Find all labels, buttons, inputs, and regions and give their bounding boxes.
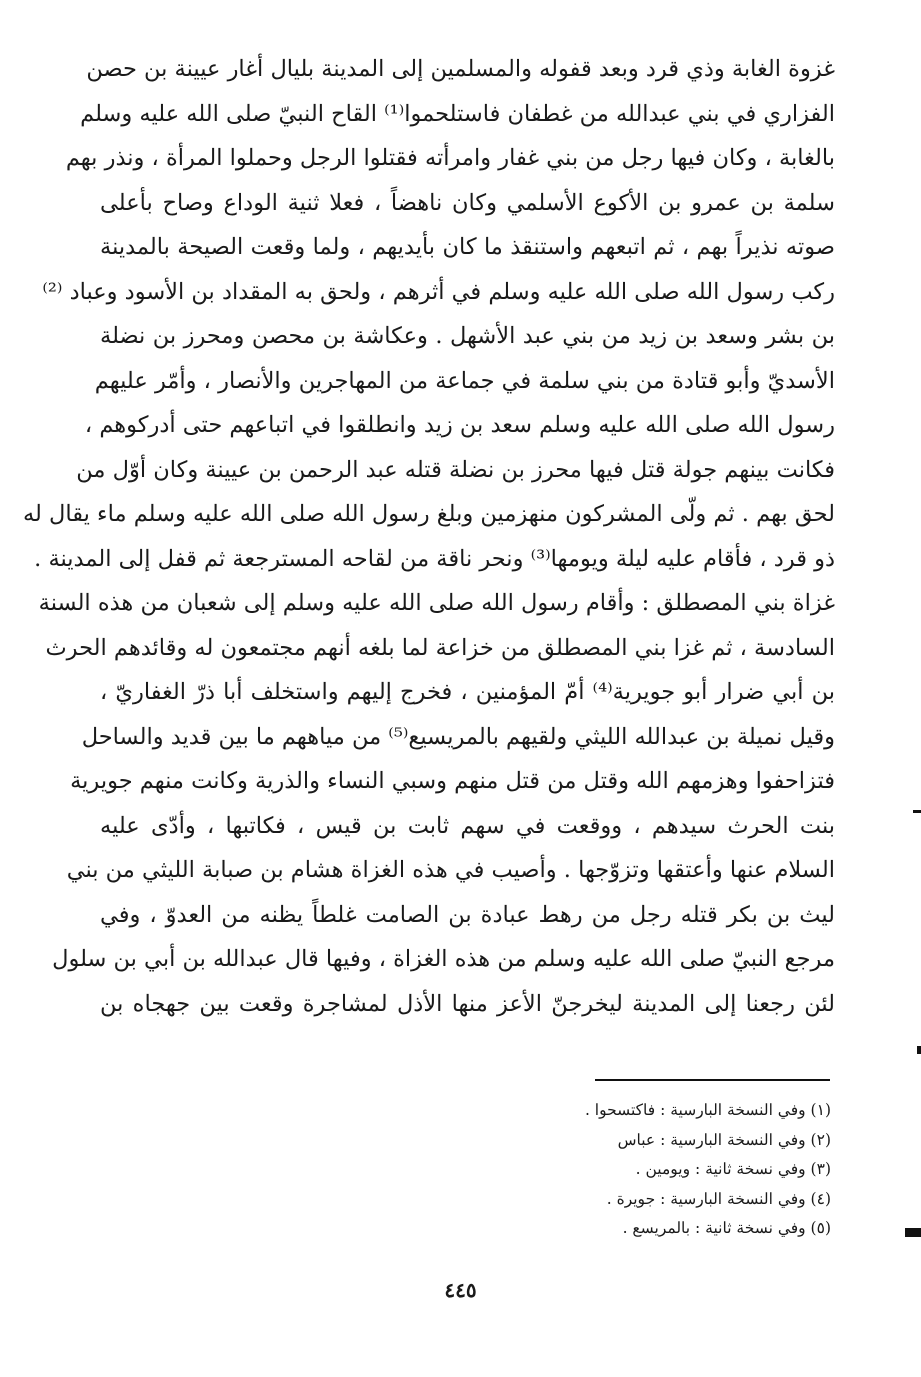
- text-line: بنت الحرث سيدهم ، ووقعت في سهم ثابت بن قيس ، فكاتبها ، وأدّى عليه: [100, 812, 835, 839]
- text-line: بن بشر وسعد بن زيد من بني عبد الأشهل . وعكاشة بن محصن ومحرز بن نضلة: [100, 323, 835, 349]
- text-line: غزاة بني المصطلق : وأقام رسول الله صلى الله عليه وسلم إلى شعبان من هذه السنة: [38, 590, 835, 616]
- page-number: ٤٤٥: [444, 1278, 477, 1302]
- text-line: السلام عنها وأعتقها وتزوّجها . وأصيب في هذه الغزاة هشام بن صبابة الليثي من بني: [66, 857, 835, 883]
- footnote: (٣) وفي نسخة ثانية : ويومين .: [635, 1160, 831, 1178]
- footnote: (٥) وفي نسخة ثانية : بالمريسع .: [622, 1219, 831, 1237]
- text-line: بالغابة ، وكان فيها رجل من بني غفار وامرأته فقتلوا الرجل وحملوا المرأة ، ونذر بهم: [65, 145, 835, 171]
- text-line: ليث بن بكر قتله رجل من رهط عبادة بن الصامت غلطاً يظنه من العدوّ ، وفي: [100, 901, 835, 928]
- footnote: (٢) وفي النسخة البارسية : عباس: [617, 1130, 831, 1149]
- text-line: ركب رسول الله صلى الله عليه وسلم في أثرهم ، ولحق به المقداد بن الأسود وعباد ⁽²⁾: [42, 278, 835, 305]
- footnote-separator: [595, 1079, 830, 1081]
- footnote: (٤) وفي النسخة البارسية : جويرة .: [606, 1189, 831, 1208]
- text-line: فكانت بينهم جولة قتل فيها محرز بن نضلة قتله عبد الرحمن بن عيينة وكان أوّل من: [76, 456, 835, 483]
- footnote: (١) وفي النسخة البارسية : فاكتسحوا .: [584, 1101, 831, 1119]
- text-line: وقيل نميلة بن عبدالله الليثي ولقيهم بالمريسيع⁽⁵⁾ من مياههم ما بين قديد والساحل: [81, 723, 835, 750]
- text-line: الأسديّ وأبو قتادة من بني سلمة في جماعة من المهاجرين والأنصار ، وأمّر عليهم: [94, 367, 835, 394]
- scan-mark: [917, 1046, 921, 1054]
- text-line: لئن رجعنا إلى المدينة ليخرجنّ الأعز منها الأذل لمشاجرة وقعت بين جهجاه بن: [100, 990, 835, 1017]
- text-line: مرجع النبيّ صلى الله عليه وسلم من هذه الغزاة ، وفيها قال عبدالله بن أبي بن سلول: [52, 946, 835, 972]
- text-line: سلمة بن عمرو بن الأكوع الأسلمي وكان ناهضاً ، فعلا ثنية الوداع وصاح بأعلى: [100, 189, 835, 216]
- body-text: [22, 47, 835, 1026]
- text-line: بن أبي ضرار أبو جويرية⁽⁴⁾ أمّ المؤمنين ، فخرج إليهم واستخلف أبا ذرّ الغفاريّ ،: [100, 679, 835, 705]
- text-line: فتزاحفوا وهزمهم الله وقتل من قتل منهم وسبي النساء والذرية وكانت منهم جويرية: [70, 768, 835, 794]
- text-line: رسول الله صلى الله عليه وسلم سعد بن زيد وانطلقوا في اتباعهم حتى أدركوهم ،: [84, 412, 835, 438]
- text-line: السادسة ، ثم غزا بني المصطلق من خزاعة لما بلغه أنهم مجتمعون له وقائدهم الحرث: [45, 634, 835, 661]
- text-line: ذو قرد ، فأقام عليه ليلة ويومها⁽³⁾ ونحر ناقة من لقاحه المسترجعة ثم قفل إلى المدينة .: [34, 545, 835, 572]
- scan-mark: [905, 1228, 921, 1237]
- text-line: صوته نذيراً بهم ، ثم اتبعهم واستنقذ ما كان بأيديهم ، ولما وقعت الصيحة بالمدينة: [100, 234, 835, 260]
- scan-mark: [913, 810, 921, 813]
- text-line: الفزاري في بني عبدالله من غطفان فاستلحموا⁽¹⁾ القاح النبيّ صلى الله عليه وسلم: [80, 100, 835, 127]
- text-line: غزوة الغابة وذي قرد وبعد قفوله والمسلمين إلى المدينة بليال أغار عيينة بن حصن: [86, 56, 835, 82]
- footnotes: [511, 1096, 831, 1244]
- text-line: لحق بهم . ثم ولّى المشركون منهزمين وبلغ رسول الله صلى الله عليه وسلم ماء يقال له: [22, 501, 835, 527]
